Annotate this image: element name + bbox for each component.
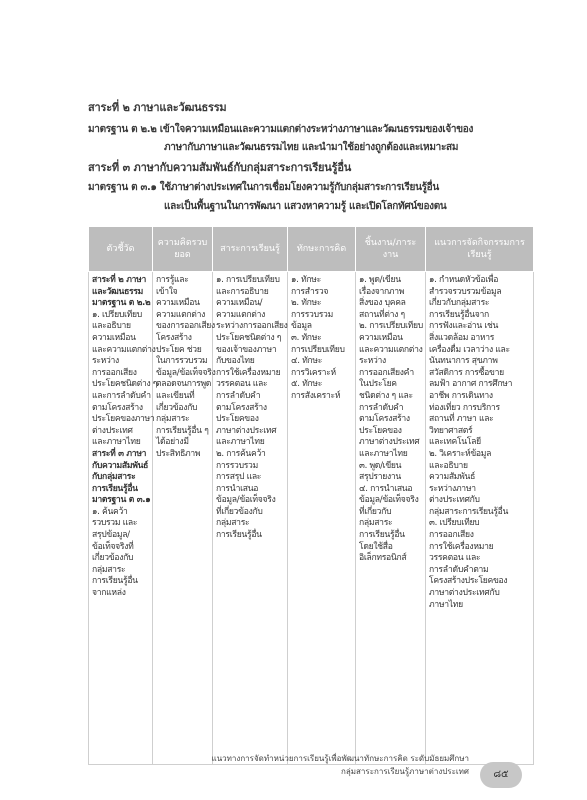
content-line: ภาษาต่างประเทศ — [216, 425, 277, 436]
task-line: ตามโครงสร้าง — [359, 414, 410, 425]
task-line: ระหว่าง — [359, 356, 386, 367]
activity-line: สถานที่ ภาษา และ — [429, 414, 494, 425]
skill-line: ข้อมูล — [291, 321, 312, 332]
content-line: ที่เกี่ยวข้องกับ — [216, 506, 263, 517]
standard-2-2-line2: ภาษากับภาษาและวัฒนธรรมไทย และนำมาใช้อย่างถูกต้องและเหมาะสม — [164, 142, 459, 153]
concept-line: ประโยค ช่วย — [156, 344, 202, 355]
concept-line: ข้อมูล/ข้อเท็จจริง — [156, 367, 216, 378]
indicator-line: สาระที่ ๒ ภาษา — [92, 275, 146, 285]
task-line: การเรียนรู้อื่น — [359, 530, 405, 541]
activity-line: นันทนาการ สุขภาพ — [429, 356, 498, 367]
task-line: การลำดับคำ — [359, 402, 404, 413]
indicator-line: และวัฒนธรรม — [92, 286, 144, 297]
task-line: ๑. พูด/เขียน — [359, 275, 401, 285]
content-line: และการอธิบาย — [216, 286, 269, 297]
footer-line2: กลุ่มสาระการเรียนรู้ภาษาต่างประเทศ — [341, 767, 469, 776]
content-line: การรวบรวม — [216, 460, 258, 471]
activity-line: การเรียนรู้อื่นจาก — [429, 309, 489, 320]
cell-concept — [153, 272, 216, 765]
activity-line: เกี่ยวกับกลุ่มสาระ — [429, 298, 490, 309]
learning-unit-table — [88, 226, 534, 765]
content-line: กับของไทย — [216, 356, 255, 367]
cell-thinking-skills — [288, 272, 356, 765]
content-line: ของเจ้าของภาษา — [216, 344, 277, 355]
indicator-line: ระหว่าง — [92, 356, 119, 367]
activity-line: ๑. กำหนดหัวข้อเพื่อ — [429, 275, 499, 285]
task-line: ในประโยค — [359, 379, 397, 390]
page-number-badge: ๘๕ — [480, 762, 522, 788]
footer-line1: แนวทางการจัดทำหน่วยการเรียนรู้เพื่อพัฒนาทักษะการคิด ระดับมัธยมศึกษา — [211, 754, 469, 763]
concept-line: การเรียนรู้อื่น ๆ — [156, 425, 209, 436]
activity-line: ต่างประเทศกับ — [429, 495, 480, 506]
content-line: การลำดับคำ — [216, 390, 261, 401]
content-line: การใช้เครื่องหมาย — [216, 367, 281, 378]
activity-line: ภาษาไทย — [429, 599, 463, 610]
header-content: สาระการเรียนรู้ — [213, 227, 288, 272]
content-line: และภาษาไทย — [216, 437, 265, 448]
table-header-row — [89, 227, 534, 272]
activity-line: ลมฟ้า อากาศ การศึกษา — [429, 379, 513, 390]
cell-tasks — [356, 272, 426, 765]
indicator-line: มาตรฐาน ต ๓.๑ — [92, 495, 151, 506]
concept-line: เกี่ยวข้องกับ — [156, 402, 198, 413]
activity-line: การฟังและอ่าน เช่น — [429, 321, 499, 332]
indicator-line: การเรียนรู้อื่น — [92, 483, 138, 494]
activity-line: วรรคตอน และ — [429, 553, 481, 564]
activity-line: อาชีพ การเดินทาง — [429, 390, 493, 401]
activity-line: ระหว่างภาษา — [429, 483, 476, 494]
content-line: ความเหมือน/ — [216, 298, 263, 309]
task-line: เรื่องจากภาพ — [359, 286, 405, 297]
content-line: ระหว่างการออกเสียง — [216, 321, 288, 332]
concept-line: การรู้และ — [156, 275, 189, 285]
concept-line: ได้อย่างมี — [156, 437, 189, 448]
task-line: ๔. การนำเสนอ — [359, 483, 413, 494]
cell-activities — [426, 272, 534, 765]
concept-line: กลุ่มสาระ — [156, 414, 190, 425]
task-line: สถานที่ต่าง ๆ — [359, 309, 405, 320]
indicator-line: และการลำดับคำ — [92, 390, 151, 401]
activity-line: ๓. เปรียบเทียบ — [429, 518, 480, 529]
activity-line: ๒. วิเคราะห์ข้อมูล — [429, 448, 492, 459]
indicator-line: สรุปข้อมูล/ — [92, 530, 130, 541]
activity-line: โครงสร้างประโยคของ — [429, 576, 508, 587]
indicator-line: เกี่ยวข้องกับ — [92, 553, 134, 564]
concept-line: และเขียนที่ — [156, 390, 195, 401]
indicator-line: การเรียนรู้อื่น — [92, 576, 138, 587]
activity-line: การออกเสียง — [429, 530, 474, 541]
activity-line: ท่องเที่ยว การบริการ — [429, 402, 500, 413]
strand2-title: สาระที่ ๒ ภาษาและวัฒนธรรม — [88, 101, 227, 114]
header-tasks: ชิ้นงาน/ภาระงาน — [356, 227, 426, 272]
activity-line: การลำดับคำตาม — [429, 564, 489, 575]
indicator-line: กับกลุ่มสาระ — [92, 472, 136, 483]
skill-line: ๑. ทักษะ — [291, 275, 321, 285]
indicator-line: ตามโครงสร้าง — [92, 402, 143, 413]
content-line: ๑. การเปรียบเทียบ — [216, 275, 280, 285]
skill-line: การสังเคราะห์ — [291, 390, 341, 401]
activity-line: สวัสดิการ การซื้อขาย — [429, 367, 504, 378]
indicator-line: ประโยคของภาษา — [92, 414, 155, 425]
indicator-line: ต่างประเทศ — [92, 425, 133, 436]
task-line: โดยใช้สื่อ — [359, 541, 393, 552]
concept-line: ความเหมือน — [156, 298, 200, 309]
content-line: ข้อมูล/ข้อเท็จจริง — [216, 495, 276, 506]
indicator-line: ๑. เปรียบเทียบ — [92, 309, 142, 320]
content-line: ความแตกต่าง — [216, 309, 265, 320]
concept-line: ประสิทธิภาพ — [156, 448, 201, 459]
cell-indicators — [89, 272, 158, 765]
task-line: สิ่งของ บุคคล — [359, 298, 406, 309]
indicator-line: การออกเสียง — [92, 367, 137, 378]
task-line: ที่เกี่ยวกับ — [359, 506, 392, 517]
indicator-line: กลุ่มสาระ — [92, 564, 126, 575]
task-line: ภาษาต่างประเทศ — [359, 437, 420, 448]
content-line: ตามโครงสร้าง — [216, 402, 267, 413]
task-line: ชนิดต่าง ๆ และ — [359, 390, 413, 401]
header-indicator: ตัวชี้วัด — [89, 227, 153, 272]
indicator-line: จากแหล่ง — [92, 588, 126, 599]
indicator-line: มาตรฐาน ต ๒.๒ — [92, 298, 151, 309]
concept-line: ของการออกเสียง — [156, 321, 215, 332]
header-thinking-skills: ทักษะการคิด — [288, 227, 356, 272]
task-line: ความเหมือน — [359, 332, 403, 343]
standard-3-1-line2: และเป็นพื้นฐานในการพัฒนา แสวงหาความรู้ และเปิดโลกทัศน์ของตน — [164, 201, 447, 212]
task-line: อิเล็กทรอนิกส์ — [359, 553, 407, 564]
skill-line: ๓. ทักษะ — [291, 332, 322, 343]
task-line: ข้อมูล/ข้อเท็จจริง — [359, 495, 419, 506]
concept-line: ความแตกต่าง — [156, 309, 205, 320]
concept-line: ในการรวบรวม — [156, 356, 208, 367]
skill-line: การวิเคราะห์ — [291, 367, 336, 378]
activity-line: วิทยาศาสตร์ — [429, 425, 473, 436]
skill-line: การเปรียบเทียบ — [291, 344, 345, 355]
task-line: การออกเสียงคำ — [359, 367, 414, 378]
table-row — [89, 272, 534, 765]
skill-line: การรวบรวม — [291, 309, 333, 320]
cell-content — [213, 272, 288, 765]
task-line: และภาษาไทย — [359, 448, 408, 459]
activity-line: และอธิบาย — [429, 460, 468, 471]
skill-line: การสำรวจ — [291, 286, 329, 297]
standard-3-1-line1: มาตรฐาน ต ๓.๑ ใช้ภาษาต่างประเทศในการเชื่อมโยงความรู้กับกลุ่มสาระการเรียนรู้อื่น — [88, 182, 439, 193]
concept-line: ตลอดจนการพูด — [156, 379, 212, 390]
skill-line: ๕. ทักษะ — [291, 379, 323, 390]
content-line: ประโยคชนิดต่าง ๆ — [216, 332, 282, 343]
indicator-line: รวบรวม และ — [92, 518, 138, 529]
activity-line: การใช้เครื่องหมาย — [429, 541, 494, 552]
activity-line: เครื่องดื่ม เวลาว่าง และ — [429, 344, 510, 355]
activity-line: กลุ่มสาระการเรียนรู้อื่น — [429, 506, 509, 517]
activity-line: ความสัมพันธ์ — [429, 472, 476, 483]
indicator-line: สาระที่ ๓ ภาษา — [92, 448, 147, 459]
indicator-line: และอธิบาย — [92, 321, 131, 332]
indicator-line: และความแตกต่าง — [92, 344, 156, 355]
content-line: การสรุป และ — [216, 472, 262, 483]
content-line: การนำเสนอ — [216, 483, 259, 494]
task-line: และความแตกต่าง — [359, 344, 423, 355]
indicator-line: ประโยคชนิดต่าง ๆ — [92, 379, 158, 390]
content-line: วรรคตอน และ — [216, 379, 268, 390]
header-concept: ความคิดรวบยอด — [153, 227, 213, 272]
content-line: กลุ่มสาระ — [216, 518, 250, 529]
indicator-line: ความเหมือน — [92, 332, 136, 343]
content-line: ประโยคของ — [216, 414, 259, 425]
concept-line: โครงสร้าง — [156, 332, 192, 343]
strand3-title: สาระที่ ๓ ภาษากับความสัมพันธ์กับกลุ่มสาระการเรียนรู้อื่น — [88, 161, 352, 174]
activity-line: สำรวจรวบรวมข้อมูล — [429, 286, 502, 297]
indicator-line: ๑. ค้นคว้า — [92, 506, 128, 517]
task-line: กลุ่มสาระ — [359, 518, 393, 529]
content-line: การเรียนรู้อื่น — [216, 530, 262, 541]
task-line: สรุปรายงาน — [359, 472, 401, 483]
indicator-line: และภาษาไทย — [92, 437, 141, 448]
indicator-line: กับความสัมพันธ์ — [92, 460, 149, 471]
task-line: ประโยคของ — [359, 425, 402, 436]
content-line: ๒. การค้นคว้า — [216, 448, 266, 459]
header-activities: แนวการจัดกิจกรรมการเรียนรู้ — [426, 227, 534, 272]
standard-2-2-line1: มาตรฐาน ต ๒.๒ เข้าใจความเหมือนและความแตกต่างระหว่างภาษาและวัฒนธรรมของเจ้าของ — [88, 124, 474, 135]
task-line: ๒. การเปรียบเทียบ — [359, 321, 423, 332]
activity-line: สิ่งแวดล้อม อาหาร — [429, 332, 495, 343]
task-line: ๓. พูด/เขียน — [359, 460, 402, 471]
indicator-line: ข้อเท็จจริงที่ — [92, 541, 134, 552]
activity-line: และเทคโนโลยี — [429, 437, 481, 448]
skill-line: ๒. ทักษะ — [291, 298, 322, 309]
skill-line: ๔. ทักษะ — [291, 356, 323, 367]
concept-line: เข้าใจ — [156, 286, 178, 297]
activity-line: ภาษาต่างประเทศกับ — [429, 588, 500, 599]
